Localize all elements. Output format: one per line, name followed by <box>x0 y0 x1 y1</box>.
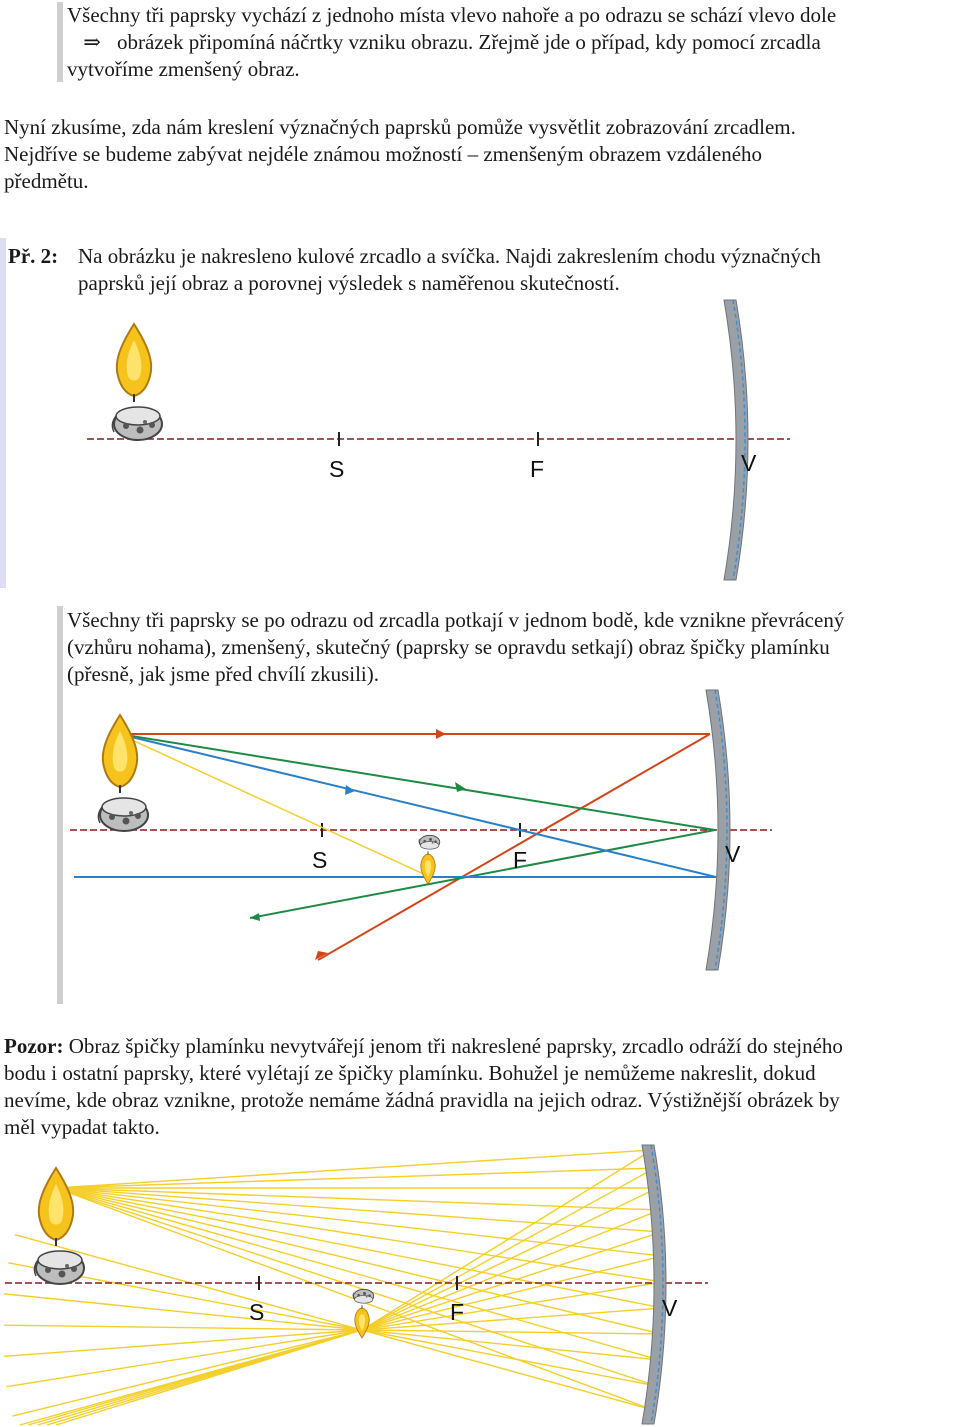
yellow-ray <box>56 1188 659 1360</box>
label-v-1: V <box>741 450 757 476</box>
intro-line-2: ⇒ obrázek připomíná náčrtky vzniku obrazu. Zřejmě jde o případ, kdy pomocí zrcadla <box>67 29 836 56</box>
paragraph-1-line-3: předmětu. <box>4 169 89 193</box>
solution-line-1: Všechny tři paprsky se po odrazu od zrcadla potkají v jednom bodě, kde vznikne převrácený <box>67 608 845 632</box>
yellow-ray <box>362 1188 657 1330</box>
yellow-ray <box>56 1168 655 1188</box>
example-line-1: Na obrázku je nakresleno kulové zrcadlo a svíčka. Najdi zakreslením chodu význačných <box>78 244 821 268</box>
warning-label: Pozor: <box>4 1034 64 1058</box>
intro-line-1: Všechny tři paprsky vychází z jednoho místa vlevo nahoře a po odrazu se schází vlevo dole <box>67 3 837 27</box>
paragraph-1-line-1: Nyní zkusíme, zda nám kreslení význačných paprsků pomůže vysvětlit zobrazování zrcadlem. <box>4 115 796 139</box>
yellow-ray <box>362 1330 657 1386</box>
label-v-2: V <box>725 841 741 867</box>
warning-line-1: Pozor: Obraz špičky plamínku nevytvářejí jenom tři nakreslené paprsky, zrcadlo odráží do stejného <box>4 1034 843 1058</box>
label-s-1: S <box>329 456 345 482</box>
yellow-ray <box>362 1330 659 1360</box>
label-v-3: V <box>662 1295 678 1321</box>
yellow-ray <box>362 1330 661 1334</box>
label-f-3: F <box>450 1299 465 1325</box>
paragraph-1-line-2: Nejdříve se budeme zabývat nejdéle známou možností – zmenšeným obrazem vzdáleného <box>4 142 763 166</box>
yellow-ray <box>56 1150 652 1188</box>
warning-line-4: měl vypadat takto. <box>4 1115 160 1139</box>
intro-line-3: vytvoříme zmenšený obraz. <box>67 57 300 81</box>
implies-arrow-icon: ⇒ <box>83 30 101 54</box>
solution-line-3: (přesně, jak jsme před chvílí zkusili). <box>67 662 379 686</box>
example-line-2: paprsků její obraz a porovnej výsledek s naměřenou skutečností. <box>78 271 620 295</box>
yellow-ray <box>20 1330 362 1425</box>
yellow-ray <box>56 1188 657 1386</box>
warning-line-3: nevíme, kde obraz vznikne, protože nemáme žádná pravidla na jejich odraz. Výstižnější obrázek by <box>4 1088 840 1112</box>
warning-line-2: bodu i ostatní paprsky, které vylétají ze špičky plamínku. Bohužel je nemůžeme nakreslit, dokud <box>4 1061 816 1085</box>
label-f-2: F <box>513 847 528 873</box>
yellow-ray <box>56 1188 660 1210</box>
yellow-ray <box>4 1294 362 1330</box>
example-label: Př. 2: <box>8 244 59 268</box>
label-f-1: F <box>530 456 545 482</box>
yellow-ray <box>6 1330 362 1387</box>
label-s-3: S <box>249 1299 265 1325</box>
yellow-ray <box>4 1325 362 1330</box>
yellow-ray <box>56 1188 663 1282</box>
solution-line-2: (vzhůru nohama), zmenšený, skutečný (paprsky se opravdu setkají) obraz špičky plamínku <box>67 635 830 659</box>
label-s-2: S <box>312 847 328 873</box>
candle-icon <box>34 1168 84 1284</box>
